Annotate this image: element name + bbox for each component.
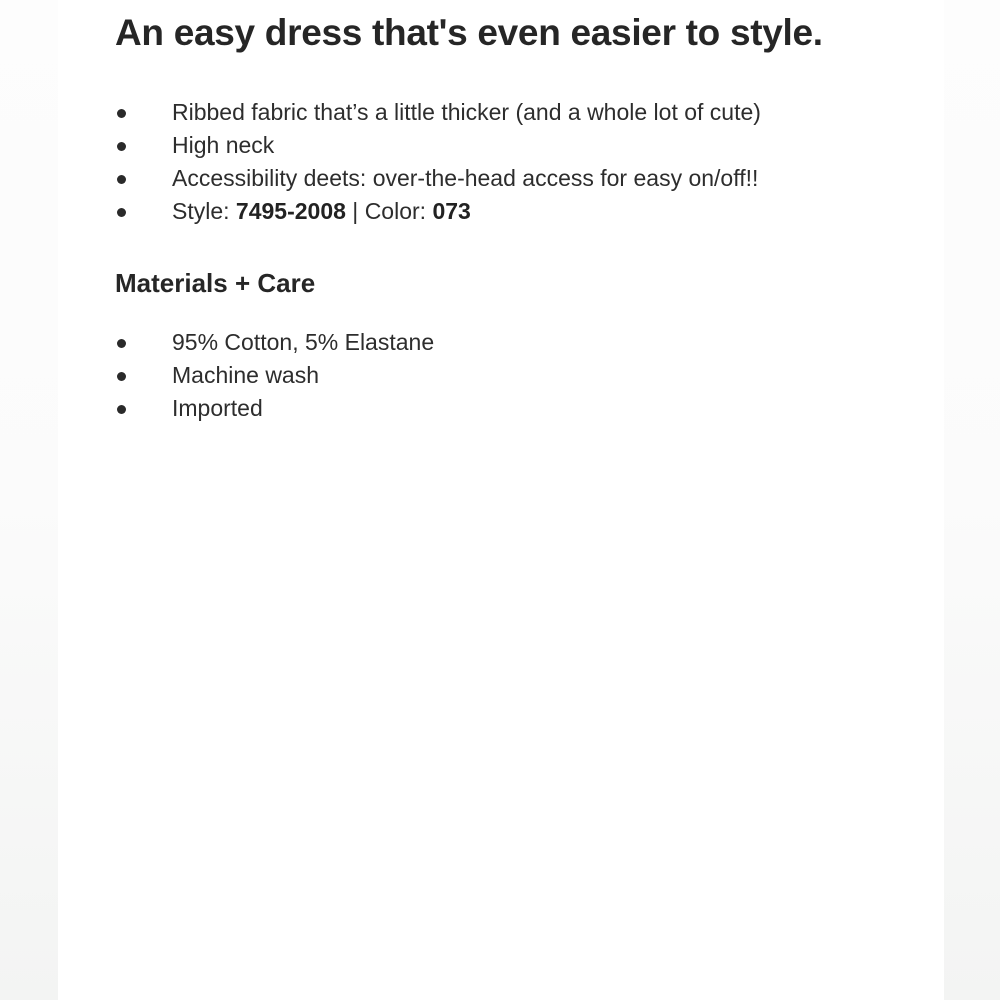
feature-text: Accessibility deets: over-the-head access for easy on/off!!: [172, 165, 759, 191]
product-title: An easy dress that's even easier to style.: [115, 12, 823, 53]
material-text: 95% Cotton, 5% Elastane: [172, 329, 435, 355]
bullet-icon: [117, 142, 126, 151]
style-color-text: [172, 195, 471, 228]
feature-text: High neck: [172, 132, 275, 158]
style-label: Style:: [172, 198, 236, 224]
care-text: Machine wash: [172, 362, 320, 388]
bullet-icon: [117, 175, 126, 184]
page-margin-left: [0, 0, 58, 1000]
separator: |: [345, 198, 365, 224]
origin-text: Imported: [172, 395, 263, 421]
materials-care-heading: Materials + Care: [115, 268, 316, 298]
bullet-icon: [117, 405, 126, 414]
page-margin-right: [944, 0, 1000, 1000]
bullet-icon: [117, 372, 126, 381]
color-code: 073: [432, 198, 471, 224]
feature-text: Ribbed fabric that’s a little thicker (and a whole lot of cute): [172, 99, 761, 125]
bullet-icon: [117, 109, 126, 118]
bullet-icon: [117, 339, 126, 348]
color-label: Color:: [364, 198, 433, 224]
bullet-icon: [117, 208, 126, 217]
style-number: 7495-2008: [235, 198, 346, 224]
